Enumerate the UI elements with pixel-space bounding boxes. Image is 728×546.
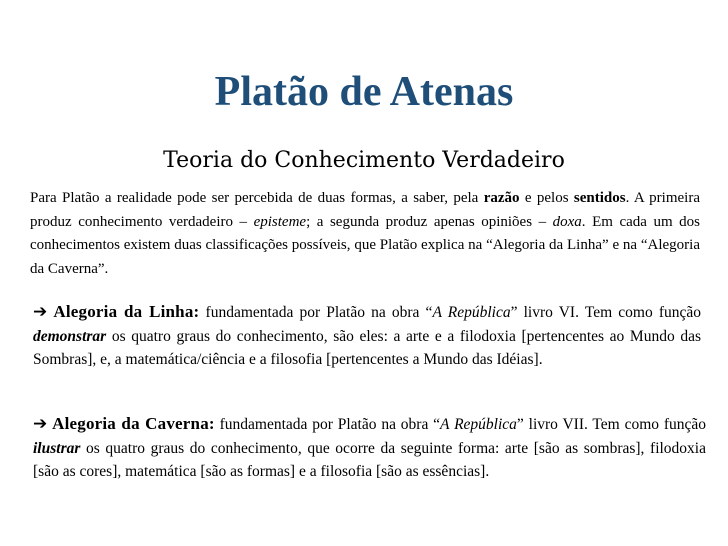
arrow-right-icon: ➔: [33, 302, 48, 322]
alegoria-linha-paragraph: [33, 300, 701, 372]
caverna-text-2: ” livro VII. Tem como função: [516, 416, 707, 433]
intro-doxa: doxa: [552, 213, 582, 230]
alegoria-caverna-paragraph: [33, 412, 706, 484]
linha-text-3: os quatro graus do conhecimento, são eles: a arte e a filodoxia [pertencentes ao Mundo das Sombras], e, a matemática/ciência e a filosofia [pertencentes a Mundo das Idéias].: [33, 327, 701, 368]
intro-razao: razão: [483, 190, 520, 206]
intro-paragraph: [30, 187, 700, 281]
page-title: Platão de Atenas: [214, 69, 514, 115]
linha-text-2: ” livro VI. Tem como função: [510, 304, 702, 321]
intro-episteme: episteme: [253, 213, 307, 230]
arrow-right-icon: ➔: [33, 414, 48, 434]
intro-text-2: e pelos: [519, 190, 574, 206]
page-subtitle: Teoria do Conhecimento Verdadeiro: [163, 148, 565, 173]
caverna-text-3: os quatro graus do conhecimento, que ocorre da seguinte forma: arte [são as sombras], filodoxia [são as cores], matemática [são as formas] e a filosofia [são as essências].: [33, 439, 706, 480]
intro-text-3: . A primeira produz conhecimento verdadeiro –: [30, 190, 700, 230]
alegoria-linha-heading: Alegoria da Linha:: [53, 302, 200, 321]
caverna-verbo: ilustrar: [33, 439, 81, 457]
caverna-obra: A República: [440, 416, 517, 433]
intro-text-1: Para Platão a realidade pode ser percebida de duas formas, a saber, pela: [30, 190, 484, 206]
caverna-text-1: fundamentada por Platão na obra “: [214, 416, 441, 433]
alegoria-caverna-heading: Alegoria da Caverna:: [52, 414, 215, 433]
intro-sentidos: sentidos: [573, 190, 626, 206]
linha-text-1: fundamentada por Platão na obra “: [199, 304, 433, 321]
linha-verbo: demonstrar: [33, 327, 107, 345]
intro-text-5: . Em cada um dos conhecimentos existem duas classificações possíveis, que Platão explica na “Alegoria da Linha” e na “Alegoria da Caverna”.: [30, 213, 700, 277]
intro-text-4: ; a segunda produz apenas opiniões –: [306, 213, 553, 230]
linha-obra: A República: [432, 304, 511, 321]
